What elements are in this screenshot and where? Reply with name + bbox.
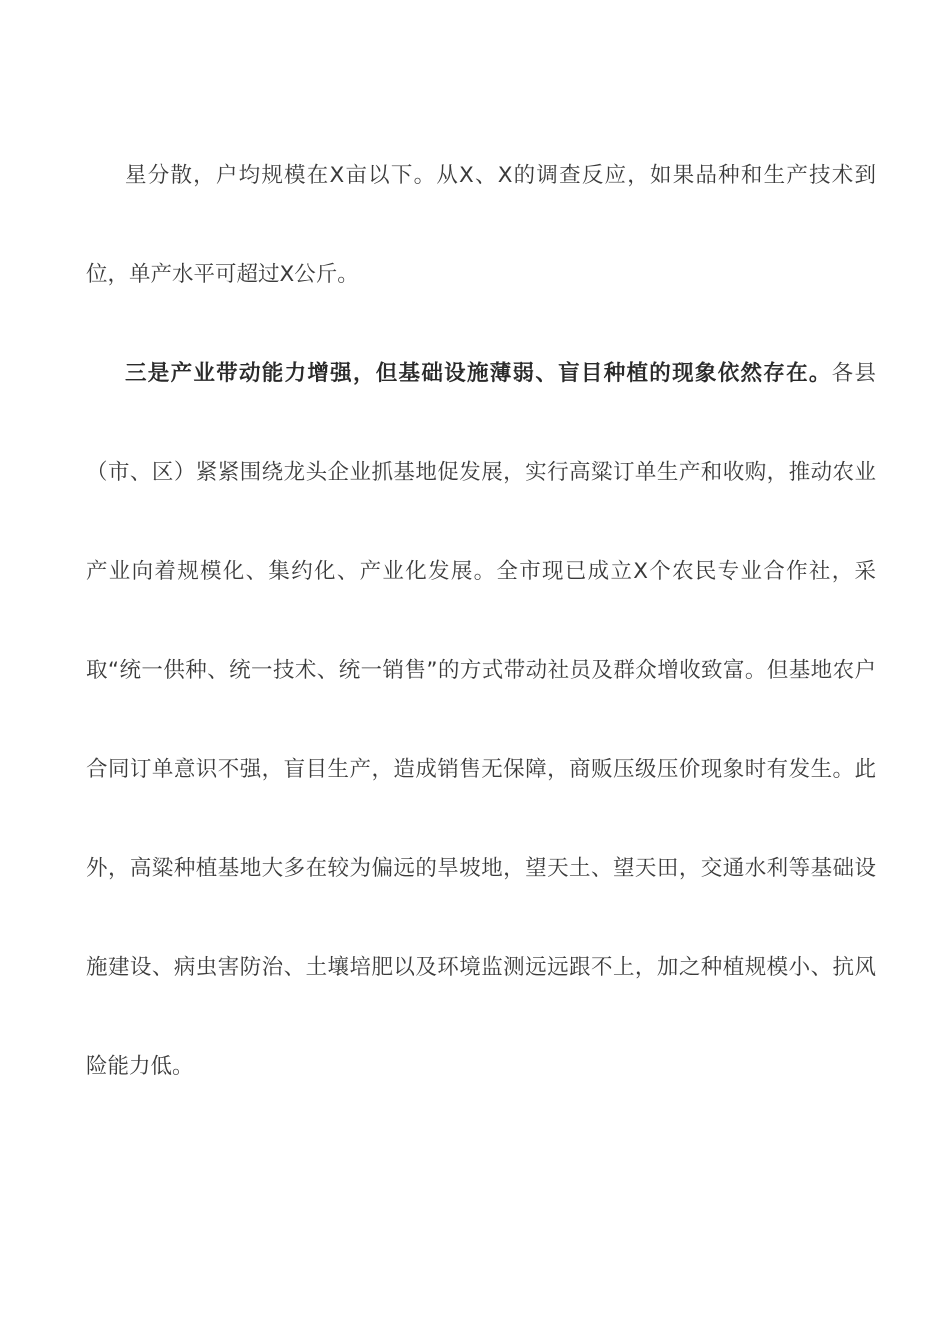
paragraph-1-text: 星分散，户均规模在X亩以下。从X、X的调查反应，如果品种和生产技术到位，单产水平可超过X公斤。 [86, 163, 876, 287]
paragraph-2 [86, 324, 876, 1116]
document-body [86, 126, 876, 1116]
paragraph-2-lead: 三是产业带动能力增强，但基础设施薄弱、盲目种植的现象依然存在。 [125, 361, 832, 386]
paragraph-1 [86, 126, 876, 324]
paragraph-2-text: 各县（市、区）紧紧围绕龙头企业抓基地促发展，实行高粱订单生产和收购，推动农业产业向着规模化、集约化、产业化发展。全市现已成立X个农民专业合作社，采取“统一供种、统一技术、统一销售”的方式带动社员及群众增收致富。但基地农户合同订单意识不强，盲目生产，造成销售无保障，商贩压级压价现象时有发生。此外，高粱种植基地大多在较为偏远的旱坡地，望天土、望天田，交通水利等基础设施建设、病虫害防治、土壤培肥以及环境监测远远跟不上，加之种植规模小、抗风险能力低。 [86, 361, 876, 1079]
